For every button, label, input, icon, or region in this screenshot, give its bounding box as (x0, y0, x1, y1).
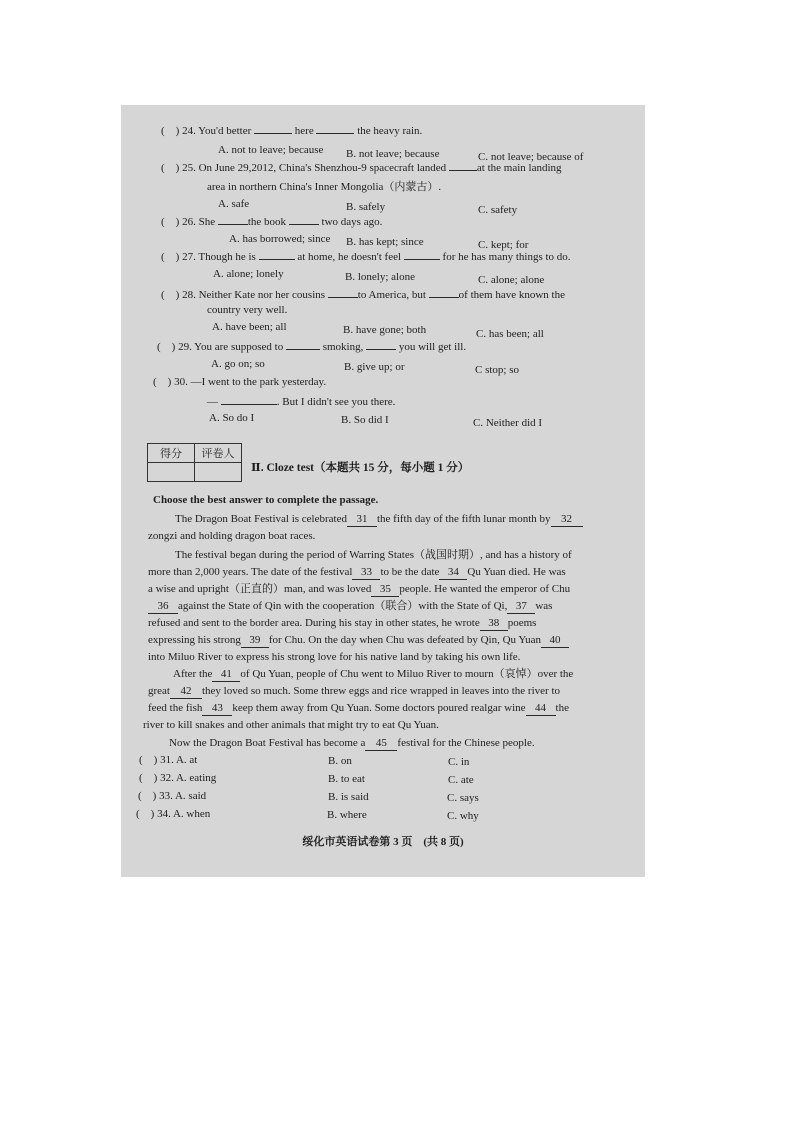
option-c: C. kept; for (478, 239, 529, 251)
section-title: Ⅱ. Cloze test (251, 462, 315, 474)
question-26: ( ) 26. She the book two days ago. (161, 216, 383, 228)
option-c: C. ate (448, 774, 474, 786)
option-row-33: ( ) 33. A. said (138, 790, 207, 802)
question-29: ( ) 29. You are supposed to smoking, you will get ill. (157, 341, 467, 353)
question-text: you will get ill. (398, 341, 467, 353)
passage-line: expressing his strong 39 for Chu. On the day when Chu was defeated by Qin, Qu Yuan 40 (148, 633, 569, 648)
option-a: A. go on; so (211, 358, 265, 370)
section-heading (251, 461, 469, 475)
cloze-blank: 40 (541, 633, 569, 648)
passage-line: Now the Dragon Boat Festival has become a 45 festival for the Chinese people. (169, 737, 535, 749)
question-text: at home, he doesn't feel (297, 251, 404, 263)
option-b: B. to eat (328, 773, 365, 785)
passage-line: a wise and upright（正直的）man, and was loved 35 people. He wanted the emperor of Chu (148, 583, 571, 595)
option-c: C. says (447, 792, 479, 804)
cloze-blank: 44 (526, 701, 556, 716)
question-text: —I went to the park yesterday. (190, 376, 327, 388)
exam-page (121, 105, 645, 877)
question-30: ( ) 30. —I went to the park yesterday. (153, 376, 327, 388)
question-28: ( ) 28. Neither Kate nor her cousins to America, but of them have known the (161, 289, 565, 301)
option-c: C. in (448, 756, 470, 768)
option-a: A. have been; all (212, 321, 287, 333)
option-a: 34. A. when (157, 808, 211, 820)
option-c: C stop; so (475, 364, 520, 376)
option-a: A. not to leave; because (218, 144, 324, 156)
option-b: B. give up; or (344, 361, 405, 373)
question-text: to America, but (357, 289, 429, 301)
option-c: C. Neither did I (473, 417, 543, 429)
question-text: smoking, (322, 341, 367, 353)
answer-blank (286, 339, 320, 350)
option-row-31: ( ) 31. A. at (139, 754, 198, 766)
question-text: of them have known the (458, 289, 565, 301)
option-a: A. So do I (209, 412, 255, 424)
question-number: 24 (182, 125, 194, 137)
option-a: A. safe (218, 198, 250, 210)
cloze-blank: 38 (480, 616, 508, 631)
passage-line: into Miluo River to express his strong love for his native land by taking his own life. (148, 651, 521, 663)
option-c: C. has been; all (476, 328, 544, 340)
cloze-blank: 33 (352, 565, 380, 580)
option-b: B. on (328, 755, 352, 767)
option-c: C. safety (478, 204, 518, 216)
score-table (147, 443, 242, 482)
option-a: A. has borrowed; since (229, 233, 331, 245)
question-number: 29 (178, 341, 190, 353)
answer-blank (404, 249, 440, 260)
score-label: 得分 (148, 444, 195, 463)
cloze-blank: 45 (365, 736, 397, 751)
passage-line: great 42 they loved so much. Some threw eggs and rice wrapped in leaves into the river to (148, 685, 560, 697)
option-a: 33. A. said (159, 790, 207, 802)
question-text: the book (247, 216, 289, 228)
cloze-blank: 32 (551, 512, 583, 527)
passage-line: After the 41 of Qu Yuan, people of Chu went to Miluo River to mourn（哀悼）over the (173, 668, 574, 680)
passage-line: river to kill snakes and other animals that might try to eat Qu Yuan. (143, 719, 439, 731)
question-number: 28 (182, 289, 194, 301)
option-a: A. alone; lonely (213, 268, 284, 280)
passage-line: feed the fish 43 keep them away from Qu Yuan. Some doctors poured realgar wine 44 the (148, 702, 569, 714)
cloze-blank: 35 (371, 582, 399, 597)
question-text: for he has many things to do. (442, 251, 571, 263)
option-row-34: ( ) 34. A. when (136, 808, 211, 820)
option-b: B. So did I (341, 414, 389, 426)
question-number: 27 (182, 251, 194, 263)
question-number: 30 (174, 376, 186, 388)
section-note: （本题共 15 分，每小题 1 分） (314, 462, 470, 474)
answer-blank (218, 214, 248, 225)
option-b: B. where (327, 809, 367, 821)
option-b: B. is said (328, 791, 369, 803)
answer-blank (316, 123, 354, 134)
question-text: area in northern China's Inner Mongolia（内蒙古）. (207, 181, 442, 193)
question-text-line: — . But I didn't see you there. (207, 396, 396, 408)
cloze-blank: 43 (202, 701, 232, 716)
question-text: Though he is (198, 251, 259, 263)
question-number: 25 (182, 162, 194, 174)
passage-line: The Dragon Boat Festival is celebrated 31 the fifth day of the fifth lunar month by 32 (175, 512, 583, 527)
answer-blank (254, 123, 292, 134)
option-b: B. lonely; alone (345, 271, 415, 283)
option-b: B. have gone; both (343, 324, 427, 336)
option-a: 32. A. eating (160, 772, 217, 784)
cloze-blank: 41 (212, 667, 240, 682)
passage-line: The festival began during the period of Warring States（战国时期）, and has a history of (175, 549, 572, 561)
answer-blank (289, 214, 319, 225)
question-text: the heavy rain. (357, 125, 423, 137)
grader-label: 评卷人 (195, 444, 242, 463)
answer-blank (259, 249, 295, 260)
question-text: two days ago. (321, 216, 383, 228)
grader-cell (195, 463, 242, 482)
answer-blank (366, 339, 396, 350)
passage-line: 36 against the State of Qin with the cooperation（联合）with the State of Qi, 37 was (148, 599, 552, 614)
option-a: 31. A. at (160, 754, 198, 766)
answer-blank (221, 394, 277, 405)
option-c: C. alone; alone (478, 274, 545, 286)
passage-line: refused and sent to the border area. During his stay in other states, he wrote 38 poems (148, 617, 537, 629)
question-number: 26 (182, 216, 194, 228)
cloze-blank: 31 (347, 512, 377, 527)
question-27: ( ) 27. Though he is at home, he doesn't feel for he has many things to do. (161, 251, 571, 263)
option-row-32: ( ) 32. A. eating (139, 772, 217, 784)
passage-line: more than 2,000 years. The date of the festival 33 to be the date 34 Qu Yuan died. He was (148, 566, 566, 578)
question-text: at the main landing (476, 162, 562, 174)
question-text: You'd better (198, 125, 255, 137)
option-c: C. why (447, 810, 479, 822)
question-text: Neither Kate nor her cousins (198, 289, 328, 301)
question-24: ( ) 24. You'd better here the heavy rain. (161, 125, 423, 137)
section-instruction: Choose the best answer to complete the passage. (153, 494, 379, 506)
question-text: country very well. (207, 304, 288, 316)
answer-blank (429, 287, 459, 298)
option-b: B. safely (346, 201, 386, 213)
option-b: B. not leave; because (346, 148, 440, 160)
passage-line: zongzi and holding dragon boat races. (148, 530, 316, 542)
answer-blank (328, 287, 358, 298)
answer-blank (449, 160, 477, 171)
cloze-blank: 42 (170, 684, 202, 699)
question-25: ( ) 25. On June 29,2012, China's Shenzhou-9 spacecraft landed at the main landing (161, 162, 562, 174)
question-text: here (294, 125, 317, 137)
question-text: She (198, 216, 218, 228)
question-text: On June 29,2012, China's Shenzhou-9 spacecraft landed (198, 162, 449, 174)
question-text: . But I didn't see you there. (276, 396, 396, 408)
cloze-blank: 39 (241, 633, 269, 648)
cloze-blank: 37 (507, 599, 535, 614)
cloze-blank: 34 (439, 565, 467, 580)
cloze-blank: 36 (148, 599, 178, 614)
page-footer: 绥化市英语试卷第 3 页 (共 8 页) (302, 836, 464, 848)
question-text: You are supposed to (194, 341, 286, 353)
option-b: B. has kept; since (346, 236, 424, 248)
option-c: C. not leave; because of (478, 151, 584, 163)
score-cell (148, 463, 195, 482)
